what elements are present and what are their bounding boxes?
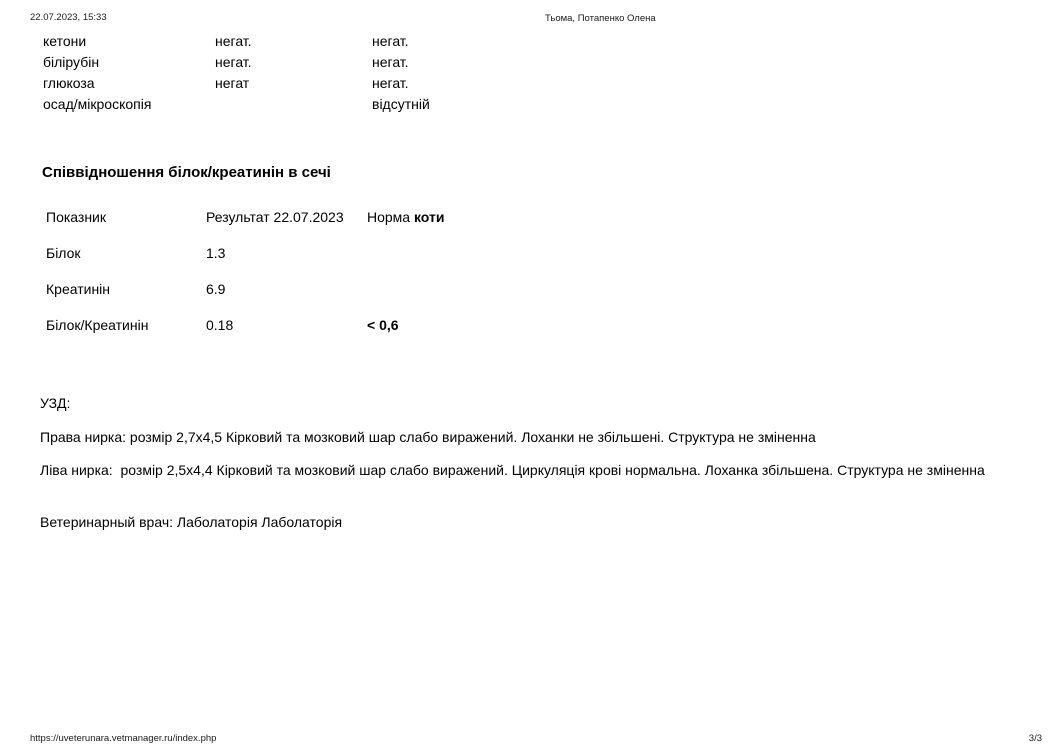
parameter-name: Білок/Креатинін [46,317,149,333]
table-row [0,75,1055,96]
parameter-result: негат. [215,54,252,70]
norm-label: Норма [367,209,411,225]
parameter-name: Креатинін [46,281,111,297]
parameter-name: кетони [43,33,87,49]
ultrasound-right-kidney: Права нирка: розмір 2,7х4,5 Кірковий та мозковий шар слабо виражений. Лоханки не збільшені. Структура не зміненна [40,429,816,445]
ratio-table [0,209,1055,353]
parameter-result: 1.3 [206,245,226,261]
parameter-norm: негат. [372,54,409,70]
parameter-norm: < 0,6 [367,317,399,333]
parameter-result: 6.9 [206,281,226,297]
column-header-indicator: Показник [46,209,107,225]
table-row [0,96,1055,117]
section-heading-ratio: Співвідношення білок/креатинін в сечі [42,164,331,181]
parameter-norm: відсутній [372,96,430,112]
table-row [0,281,1055,317]
parameter-name: осад/мікроскопія [43,96,152,112]
parameter-name: глюкоза [43,75,95,91]
column-header-norm [367,209,444,225]
veterinarian-line: Ветеринарный врач: Лаболаторія Лаболаторія [40,514,343,530]
table-row [0,245,1055,281]
table-row [0,317,1055,353]
print-header-title: Тьома, Потапенко Олена [545,13,656,24]
parameter-result: негат [215,75,250,91]
table-header-row [0,209,1055,245]
parameter-name: Білок [46,245,81,261]
section-heading-ultrasound: УЗД: [40,395,71,411]
print-footer-page-number: 3/3 [1028,733,1042,744]
parameter-norm: негат. [372,75,409,91]
parameter-result: 0.18 [206,317,234,333]
column-header-result: Результат 22.07.2023 [206,209,344,225]
parameter-name: білірубін [43,54,100,70]
table-row [0,33,1055,54]
print-footer-url: https://uveterunara.vetmanager.ru/index.php [30,733,217,744]
table-row [0,54,1055,75]
parameter-norm: негат. [372,33,409,49]
parameter-result: негат. [215,33,252,49]
norm-species: коти [413,209,445,225]
ultrasound-left-kidney: Ліва нирка: розмір 2,5х4,4 Кірковий та мозковий шар слабо виражений. Циркуляція крові нормальна. Лоханка збільшена. Структура не зміненна [40,462,985,478]
urinalysis-table [0,33,1055,117]
print-header-datetime: 22.07.2023, 15:33 [30,12,107,23]
